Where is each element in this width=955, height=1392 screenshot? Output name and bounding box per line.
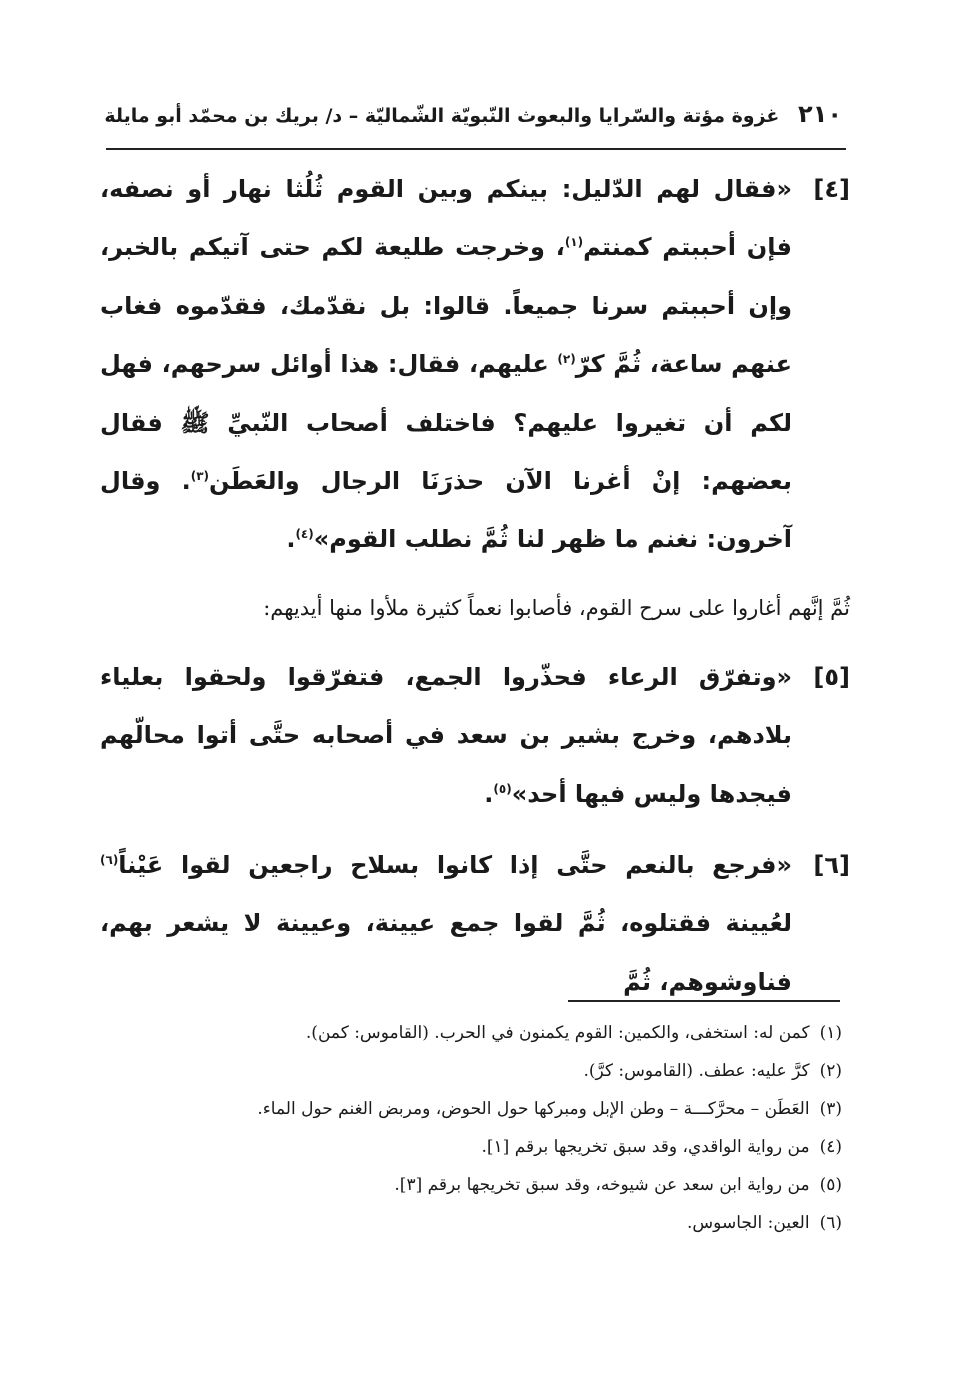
footnote-text: من رواية الواقدي، وقد سبق تخريجها برقم [١].: [481, 1137, 810, 1157]
footnote-ref: (٥): [493, 781, 512, 796]
text-run: «فقال لهم الدّليل: بينكم وبين القوم ثُلُثا نهار أو نصفه، فإن أحببتم كمنتم: [100, 175, 792, 262]
footnote-ref: (٦): [100, 853, 119, 868]
footnote-item: [100, 1204, 842, 1242]
text-run: ، وخرجت طليعة لكم حتى آتيكم بالخبر، وإن أحببتم سرنا جميعاً. قالوا: بل نقدّمك، فقدّموه فغاب عنهم ساعة، ثُمَّ كرّ: [100, 233, 792, 379]
text-run: .: [484, 779, 494, 808]
text-run: . وقال آخرون: نغنم ما ظهر لنا ثُمَّ نطلب القوم»: [100, 467, 792, 554]
footnote-number: (١): [819, 1023, 842, 1043]
paragraph-number: [٦]: [813, 851, 850, 880]
text-run: لعُيينة فقتلوه، ثُمَّ لقوا جمع عيينة، وعيينة لا يشعر بهم، فناوشوهم، ثُمَّ: [100, 909, 792, 996]
footnote-number: (٥): [819, 1175, 842, 1195]
paragraph-number: [٤]: [813, 175, 850, 203]
footnote-ref: (٢): [557, 352, 576, 367]
footnote-text: كمن له: استخفى، والكمين: القوم يكمنون في الحرب. (القاموس: كمن).: [305, 1023, 810, 1043]
footnote-number: (٤): [819, 1137, 842, 1157]
footnote-item: [100, 1090, 842, 1128]
page-header: [104, 100, 842, 128]
footnote-ref: (٣): [190, 469, 209, 484]
narration-paragraph-6: [100, 836, 850, 1011]
footnote-divider: [568, 1000, 840, 1002]
footnote-item: [100, 1014, 842, 1052]
page-number: ٢١٠: [798, 100, 842, 128]
header-divider: [106, 148, 846, 150]
footnote-text: العَطَن – محرَّكـــة – وطن الإبل ومبركها حول الحوض، ومربض الغنم حول الماء.: [257, 1099, 810, 1119]
text-run: «فرجع بالنعم حتَّى إذا كانوا بسلاح راجعين لقوا عَيْناً: [118, 851, 792, 880]
footnote-item: [100, 1128, 842, 1166]
commentary-paragraph: ثُمَّ إنَّهم أغاروا على سرح القوم، فأصابوا نعماً كثيرة ملأوا منها أيديهم:: [263, 595, 850, 620]
footnote-item: [100, 1052, 842, 1090]
text-run: .: [286, 525, 296, 554]
footnote-ref: (٤): [295, 527, 314, 542]
narration-paragraph-5: [100, 648, 850, 823]
footnote-item: [100, 1166, 842, 1204]
text-run: عليهم، فقال: هذا أوائل سرحهم، فهل لكم أن تغيروا عليهم؟ فاختلف أصحاب النّبيِّ ﷺ فقال بعضهم: إنْ أغرنا الآن حذرَنَا الرجال والعَطَن: [100, 350, 792, 496]
footnote-ref: (١): [564, 235, 584, 250]
footnote-number: (٣): [819, 1099, 842, 1119]
footnote-text: العين: الجاسوس.: [687, 1213, 810, 1233]
footnotes: [100, 1014, 842, 1242]
footnote-text: من رواية ابن سعد عن شيوخه، وقد سبق تخريجها برقم [٣].: [394, 1175, 810, 1195]
running-title: غزوة مؤتة والسّرايا والبعوث النّبويّة الشّماليّة – د/ بريك بن محمّد أبو مايلة: [104, 105, 780, 127]
footnote-number: (٢): [819, 1061, 842, 1081]
text-run: «وتفرّق الرعاء فحذّروا الجمع، فتفرّقوا ولحقوا بعلياء بلادهم، وخرج بشير بن سعد في أصحابه حتَّى أتوا محالّهم فيجدها وليس فيها أحد»: [100, 662, 792, 808]
footnote-number: (٦): [819, 1213, 842, 1233]
narration-paragraph-4: [100, 160, 850, 569]
paragraph-number: [٥]: [813, 662, 850, 691]
main-text: [100, 160, 850, 1024]
footnote-text: كرَّ عليه: عطف. (القاموس: كرَّ).: [583, 1061, 810, 1081]
